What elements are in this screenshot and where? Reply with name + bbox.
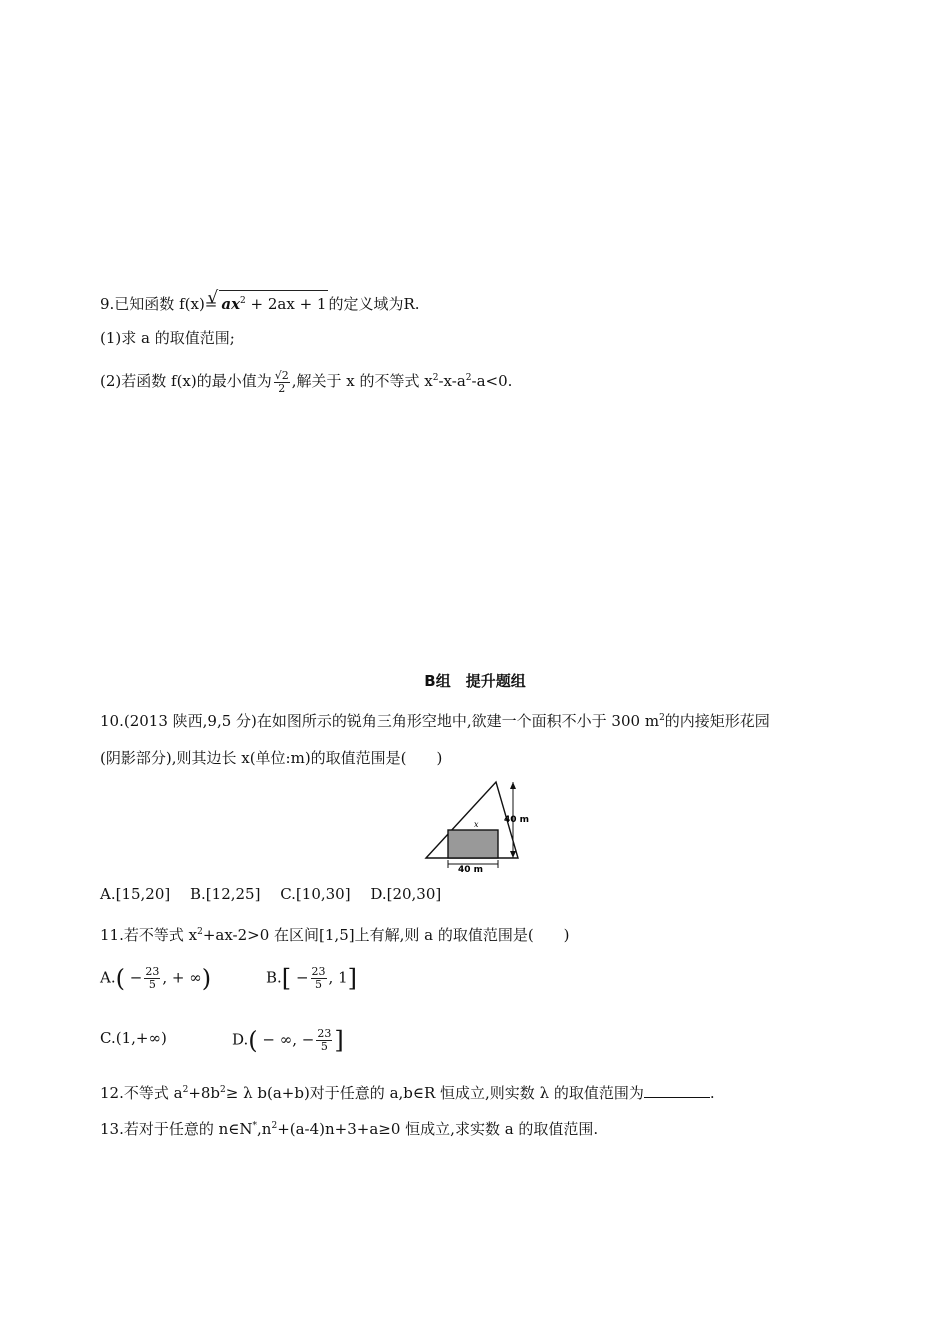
height-label: 40 m: [504, 815, 530, 825]
q11-option-a: A.( − $\frac{23}{5}$ , + ∞): [100, 964, 212, 993]
section-title: B组 提升题组: [424, 672, 526, 690]
q9-part2: (2)若函数 f(x)的最小值为 $\frac{√2}{2}$ ,解关于 x 的不等式 $x^2-x-a^2-a<0$.: [100, 368, 513, 395]
fraction-23-over-5: $\frac{23}{5}$: [311, 965, 326, 991]
triangle-figure: [420, 778, 532, 874]
q13-stem: 13.若对于任意的 $n\in N^*,n^2+(a-4)n+3+a\ge 0$ 恒成立,求实数 a 的取值范围.: [100, 1120, 599, 1138]
shaded-rectangle: [448, 830, 498, 858]
base-label: 40 m: [458, 865, 484, 874]
fraction-23-over-5: $\frac{23}{5}$: [145, 965, 160, 991]
x-label: x: [474, 820, 479, 829]
q10-line2: (阴影部分),则其边长 x(单位:m)的取值范围是( ): [100, 749, 443, 767]
q11-stem: 11.若不等式 $x^2+ax-2>0$ 在区间[1,5]上有解,则 a 的取值范围是( ): [100, 926, 570, 944]
q10-options: A.[15,20] B.[12,25] C.[10,30] D.[20,30]: [100, 885, 442, 903]
q11-option-c: C.(1,+∞): [100, 1029, 167, 1047]
height-arrow-top: [510, 782, 516, 789]
square-root: √ $ax^2 + 2ax + 1$: [219, 290, 328, 314]
answer-blank: [644, 1085, 710, 1098]
q11-option-b: B.[ − $\frac{23}{5}$ , 1]: [266, 964, 357, 993]
q9-stem: 9.已知函数 f(x)=√ $ax^2 + 2ax + 1$ 的定义域为R.: [100, 290, 420, 314]
q9-part1: (1)求 a 的取值范围;: [100, 329, 235, 347]
fraction-sqrt2-over-2: $\frac{√2}{2}$: [274, 368, 289, 395]
fraction-23-over-5: $\frac{23}{5}$: [317, 1027, 332, 1053]
q12-stem: 12.不等式 $a^2+8b^2\ge \lambda$ b(a+b)对于任意的 a,b∈R 恒成立,则实数 λ 的取值范围为 .: [100, 1084, 715, 1102]
height-arrow-bottom: [510, 851, 516, 858]
q10-line1: 10.(2013 陕西,9,5 分)在如图所示的锐角三角形空地中,欲建一个面积不小于 300 $m^2$的内接矩形花园: [100, 712, 770, 730]
q11-option-d: D.( − ∞, − $\frac{23}{5}$ ]: [232, 1026, 344, 1055]
